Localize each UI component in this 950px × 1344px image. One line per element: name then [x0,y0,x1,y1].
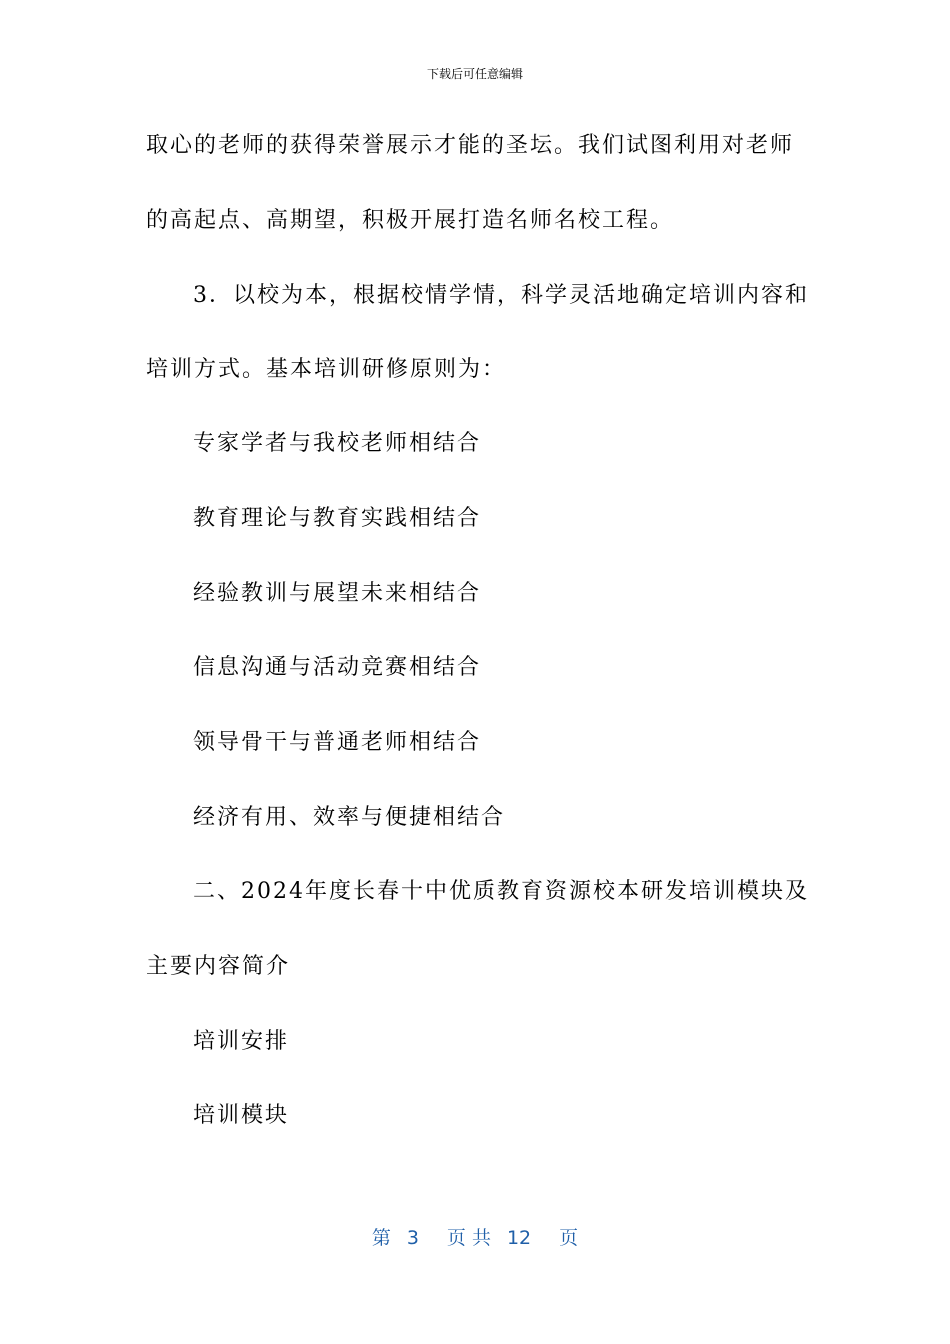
footer-suffix: 页 [559,1227,579,1249]
footer-middle: 页 共 [446,1227,491,1249]
body-line-4: 培训方式。基本培训研修原则为： [146,357,507,382]
body-line-2: 的高起点、高期望，积极开展打造名师名校工程。 [146,208,675,233]
principle-item-5: 领导骨干与普通老师相结合 [193,730,482,755]
principle-item-2: 教育理论与教育实践相结合 [193,506,482,531]
principle-item-3: 经验教训与展望未来相结合 [193,581,482,606]
sub-item-training-module: 培训模块 [193,1103,290,1128]
body-line-1: 取心的老师的获得荣誉展示才能的圣坛。我们试图利用对老师 [146,133,795,158]
section-heading-line-2: 主要内容简介 [146,954,291,979]
page-footer [0,1225,950,1251]
footer-prefix: 第 [371,1227,391,1249]
footer-current-page: 3 [406,1227,419,1249]
body-line-3: 3．以校为本，根据校情学情，科学灵活地确定培训内容和 [193,283,809,308]
principle-item-1: 专家学者与我校老师相结合 [193,431,482,456]
page-header-note: 下载后可任意编辑 [426,67,523,81]
principle-item-4: 信息沟通与活动竞赛相结合 [193,655,482,680]
principle-item-6: 经济有用、效率与便捷相结合 [193,805,506,830]
footer-total-pages: 12 [506,1227,532,1249]
section-heading-line-1: 二、2024年度长春十中优质教育资源校本研发培训模块及 [193,879,809,904]
sub-item-training-arrangement: 培训安排 [193,1029,290,1054]
